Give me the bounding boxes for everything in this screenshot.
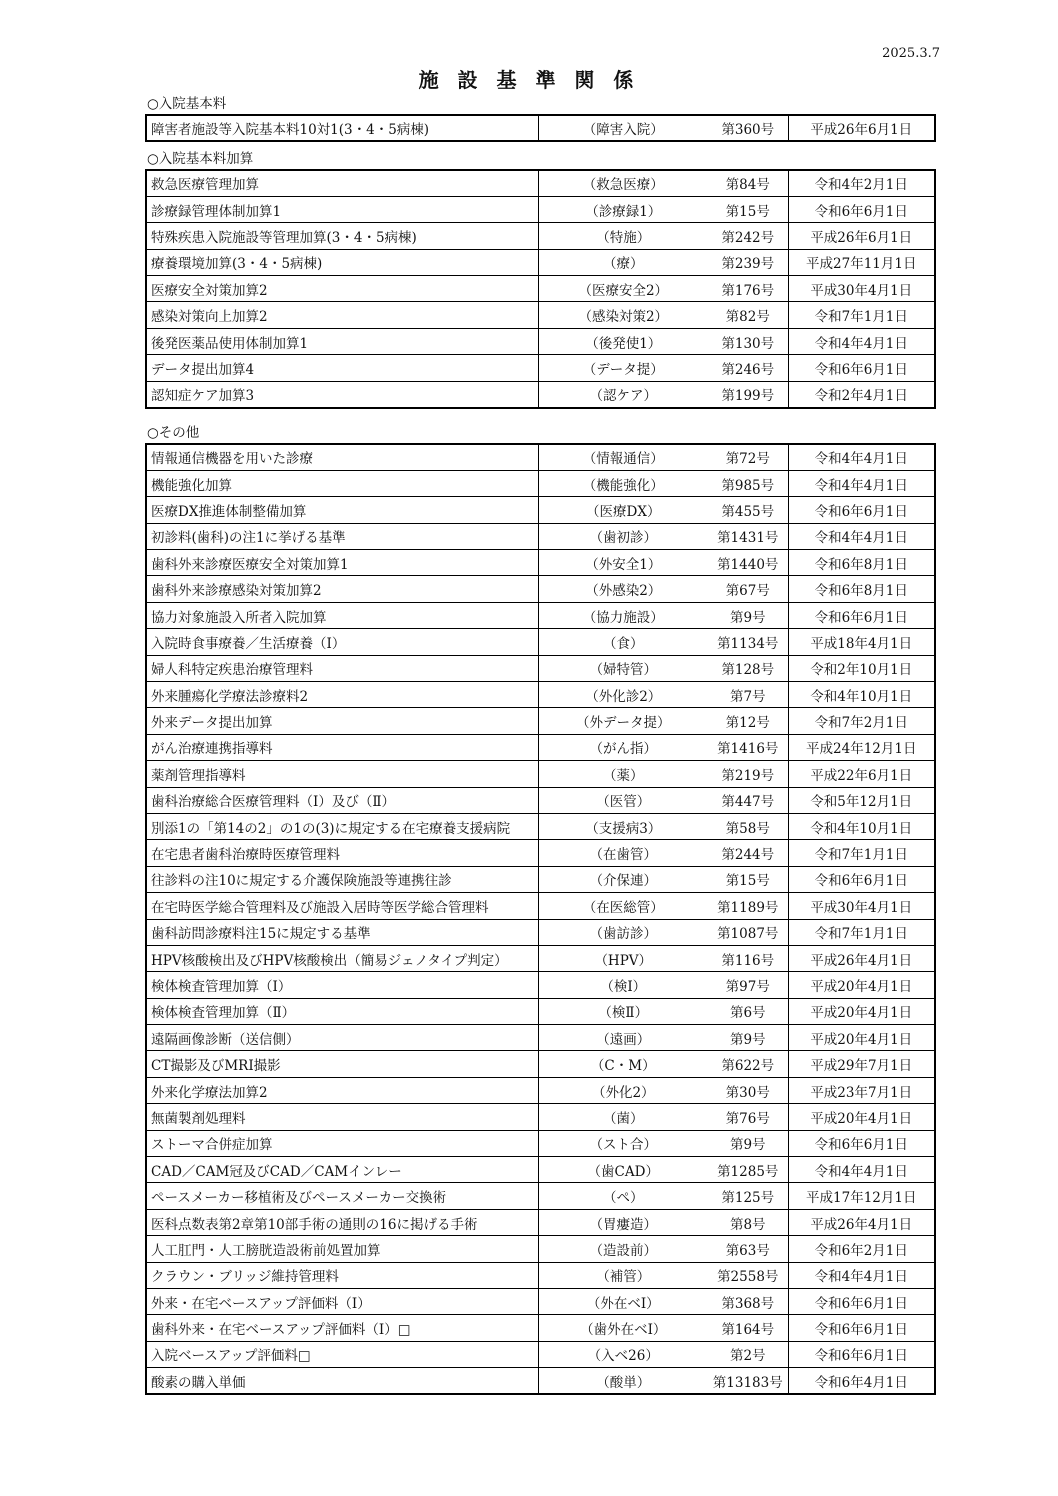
effective-date-cell: 平成27年11月1日 — [788, 249, 935, 275]
registration-number-cell: 第219号 — [708, 761, 788, 787]
document-date: 2025.3.7 — [882, 46, 940, 61]
abbreviation-cell: （遠画） — [538, 1025, 708, 1051]
effective-date-cell: 平成18年4月1日 — [788, 629, 935, 655]
effective-date-cell: 令和6年6月1日 — [788, 866, 935, 892]
registration-number-cell: 第164号 — [708, 1315, 788, 1341]
table-row — [146, 196, 935, 222]
registration-number-cell: 第15号 — [708, 196, 788, 222]
registration-number-cell: 第2号 — [708, 1341, 788, 1367]
table-row — [146, 629, 935, 655]
registration-number-cell: 第12号 — [708, 708, 788, 734]
standard-name-cell: 酸素の購入単価 — [146, 1368, 538, 1394]
standard-name-cell: 医療DX推進体制整備加算 — [146, 497, 538, 523]
effective-date-cell: 令和4年4月1日 — [788, 1262, 935, 1288]
registration-number-cell: 第360号 — [708, 115, 788, 141]
table-row — [146, 1157, 935, 1183]
section-0 — [145, 94, 934, 142]
effective-date-cell: 令和7年1月1日 — [788, 302, 935, 328]
registration-number-cell: 第368号 — [708, 1289, 788, 1315]
abbreviation-cell: （HPV） — [538, 945, 708, 971]
abbreviation-cell: （造設前） — [538, 1236, 708, 1262]
standard-name-cell: ペースメーカー移植術及びペースメーカー交換術 — [146, 1183, 538, 1209]
abbreviation-cell: （介保連） — [538, 866, 708, 892]
standard-name-cell: 情報通信機器を用いた診療 — [146, 444, 538, 470]
registration-number-cell: 第1416号 — [708, 734, 788, 760]
standard-name-cell: クラウン・ブリッジ維持管理料 — [146, 1262, 538, 1288]
standard-name-cell: 遠隔画像診断（送信側） — [146, 1025, 538, 1051]
effective-date-cell: 平成17年12月1日 — [788, 1183, 935, 1209]
abbreviation-cell: （医療DX） — [538, 497, 708, 523]
table-row — [146, 1130, 935, 1156]
standard-name-cell: 障害者施設等入院基本料10対1(3・4・5病棟) — [146, 115, 538, 141]
effective-date-cell: 令和6年6月1日 — [788, 1289, 935, 1315]
table-row — [146, 1289, 935, 1315]
effective-date-cell: 平成26年4月1日 — [788, 1209, 935, 1235]
table-row — [146, 1315, 935, 1341]
effective-date-cell: 平成23年7月1日 — [788, 1077, 935, 1103]
registration-number-cell: 第1087号 — [708, 919, 788, 945]
effective-date-cell: 令和6年8月1日 — [788, 576, 935, 602]
table-row — [146, 1183, 935, 1209]
abbreviation-cell: （情報通信） — [538, 444, 708, 470]
standard-name-cell: 外来化学療法加算2 — [146, 1077, 538, 1103]
registration-number-cell: 第246号 — [708, 355, 788, 381]
registration-number-cell: 第455号 — [708, 497, 788, 523]
effective-date-cell: 令和6年4月1日 — [788, 1368, 935, 1394]
registration-number-cell: 第84号 — [708, 170, 788, 196]
registration-number-cell: 第82号 — [708, 302, 788, 328]
standard-name-cell: 機能強化加算 — [146, 470, 538, 496]
standard-name-cell: 外来・在宅ベースアップ評価料（Ⅰ） — [146, 1289, 538, 1315]
table-row — [146, 1368, 935, 1394]
effective-date-cell: 平成30年4月1日 — [788, 893, 935, 919]
effective-date-cell: 平成29年7月1日 — [788, 1051, 935, 1077]
standard-name-cell: 婦人科特定疾患治療管理料 — [146, 655, 538, 681]
registration-number-cell: 第1285号 — [708, 1157, 788, 1183]
effective-date-cell: 令和4年4月1日 — [788, 444, 935, 470]
registration-number-cell: 第58号 — [708, 813, 788, 839]
registration-number-cell: 第447号 — [708, 787, 788, 813]
effective-date-cell: 平成22年6月1日 — [788, 761, 935, 787]
standard-name-cell: CT撮影及びMRI撮影 — [146, 1051, 538, 1077]
registration-number-cell: 第67号 — [708, 576, 788, 602]
abbreviation-cell: （薬） — [538, 761, 708, 787]
abbreviation-cell: （検Ⅱ） — [538, 998, 708, 1024]
standard-name-cell: 初診料(歯科)の注1に挙げる基準 — [146, 523, 538, 549]
standard-name-cell: 人工肛門・人工膀胱造設術前処置加算 — [146, 1236, 538, 1262]
standard-name-cell: がん治療連携指導料 — [146, 734, 538, 760]
abbreviation-cell: （がん指） — [538, 734, 708, 760]
table-row — [146, 576, 935, 602]
table-row — [146, 1236, 935, 1262]
effective-date-cell: 平成26年4月1日 — [788, 945, 935, 971]
effective-date-cell: 令和4年4月1日 — [788, 1157, 935, 1183]
standard-name-cell: 特殊疾患入院施設等管理加算(3・4・5病棟) — [146, 223, 538, 249]
registration-number-cell: 第63号 — [708, 1236, 788, 1262]
effective-date-cell: 令和4年2月1日 — [788, 170, 935, 196]
table-row — [146, 223, 935, 249]
table-row — [146, 682, 935, 708]
abbreviation-cell: （外安全1） — [538, 550, 708, 576]
standard-name-cell: 救急医療管理加算 — [146, 170, 538, 196]
effective-date-cell: 令和6年2月1日 — [788, 1236, 935, 1262]
standard-name-cell: 医科点数表第2章第10部手術の通則の16に掲げる手術 — [146, 1209, 538, 1235]
abbreviation-cell: （医療安全2） — [538, 276, 708, 302]
abbreviation-cell: （歯初診） — [538, 523, 708, 549]
abbreviation-cell: （感染対策2） — [538, 302, 708, 328]
abbreviation-cell: （機能強化） — [538, 470, 708, 496]
effective-date-cell: 平成20年4月1日 — [788, 998, 935, 1024]
section-1 — [145, 149, 934, 409]
registration-number-cell: 第244号 — [708, 840, 788, 866]
table-row — [146, 381, 935, 407]
abbreviation-cell: （入ベ26） — [538, 1341, 708, 1367]
table-row — [146, 787, 935, 813]
registration-number-cell: 第6号 — [708, 998, 788, 1024]
registration-number-cell: 第1134号 — [708, 629, 788, 655]
section-label: ○その他 — [147, 425, 200, 441]
section-2 — [145, 423, 934, 1395]
table-row — [146, 761, 935, 787]
abbreviation-cell: （外データ提） — [538, 708, 708, 734]
registration-number-cell: 第9号 — [708, 1130, 788, 1156]
standard-name-cell: 療養環境加算(3・4・5病棟) — [146, 249, 538, 275]
standard-name-cell: 歯科訪問診療料注15に規定する基準 — [146, 919, 538, 945]
registration-number-cell: 第622号 — [708, 1051, 788, 1077]
standard-name-cell: 歯科外来・在宅ベースアップ評価料（Ⅰ）□ — [146, 1315, 538, 1341]
registration-number-cell: 第130号 — [708, 328, 788, 354]
standard-name-cell: 後発医薬品使用体制加算1 — [146, 328, 538, 354]
abbreviation-cell: （ペ） — [538, 1183, 708, 1209]
registration-number-cell: 第9号 — [708, 1025, 788, 1051]
table-row — [146, 1051, 935, 1077]
standard-name-cell: 無菌製剤処理料 — [146, 1104, 538, 1130]
table-row — [146, 919, 935, 945]
standard-name-cell: HPV核酸検出及びHPV核酸検出（簡易ジェノタイプ判定） — [146, 945, 538, 971]
standard-name-cell: 外来腫瘍化学療法診療料2 — [146, 682, 538, 708]
effective-date-cell: 平成20年4月1日 — [788, 972, 935, 998]
section-label: ○入院基本料加算 — [147, 151, 254, 167]
effective-date-cell: 令和7年1月1日 — [788, 919, 935, 945]
effective-date-cell: 令和4年4月1日 — [788, 523, 935, 549]
standard-name-cell: 薬剤管理指導料 — [146, 761, 538, 787]
facility-standards-table — [145, 169, 936, 409]
abbreviation-cell: （外感染2） — [538, 576, 708, 602]
effective-date-cell: 平成26年6月1日 — [788, 115, 935, 141]
standard-name-cell: 入院ベースアップ評価料□ — [146, 1341, 538, 1367]
standard-name-cell: 協力対象施設入所者入院加算 — [146, 602, 538, 628]
registration-number-cell: 第13183号 — [708, 1368, 788, 1394]
registration-number-cell: 第176号 — [708, 276, 788, 302]
effective-date-cell: 平成20年4月1日 — [788, 1104, 935, 1130]
effective-date-cell: 令和4年4月1日 — [788, 328, 935, 354]
abbreviation-cell: （後発使1） — [538, 328, 708, 354]
registration-number-cell: 第8号 — [708, 1209, 788, 1235]
table-row — [146, 276, 935, 302]
table-row — [146, 328, 935, 354]
registration-number-cell: 第72号 — [708, 444, 788, 470]
abbreviation-cell: （診療録1） — [538, 196, 708, 222]
table-row — [146, 249, 935, 275]
registration-number-cell: 第239号 — [708, 249, 788, 275]
standard-name-cell: 入院時食事療養／生活療養（Ⅰ） — [146, 629, 538, 655]
effective-date-cell: 令和4年10月1日 — [788, 813, 935, 839]
abbreviation-cell: （歯外在ベⅠ） — [538, 1315, 708, 1341]
table-row — [146, 115, 935, 141]
table-row — [146, 813, 935, 839]
facility-standards-table — [145, 443, 936, 1395]
abbreviation-cell: （歯訪診） — [538, 919, 708, 945]
abbreviation-cell: （補管） — [538, 1262, 708, 1288]
abbreviation-cell: （酸単） — [538, 1368, 708, 1394]
abbreviation-cell: （胃瘻造） — [538, 1209, 708, 1235]
standard-name-cell: 在宅患者歯科治療時医療管理料 — [146, 840, 538, 866]
table-row — [146, 972, 935, 998]
table-row — [146, 734, 935, 760]
effective-date-cell: 令和6年6月1日 — [788, 602, 935, 628]
registration-number-cell: 第985号 — [708, 470, 788, 496]
effective-date-cell: 令和6年6月1日 — [788, 355, 935, 381]
abbreviation-cell: （在医総管） — [538, 893, 708, 919]
effective-date-cell: 令和5年12月1日 — [788, 787, 935, 813]
table-row — [146, 602, 935, 628]
abbreviation-cell: （菌） — [538, 1104, 708, 1130]
effective-date-cell: 平成26年6月1日 — [788, 223, 935, 249]
page-title: 施 設 基 準 関 係 — [418, 68, 640, 92]
effective-date-cell: 令和2年4月1日 — [788, 381, 935, 407]
registration-number-cell: 第15号 — [708, 866, 788, 892]
registration-number-cell: 第128号 — [708, 655, 788, 681]
abbreviation-cell: （外化2） — [538, 1077, 708, 1103]
effective-date-cell: 令和2年10月1日 — [788, 655, 935, 681]
standard-name-cell: 在宅時医学総合管理料及び施設入居時等医学総合管理料 — [146, 893, 538, 919]
effective-date-cell: 令和4年10月1日 — [788, 682, 935, 708]
registration-number-cell: 第76号 — [708, 1104, 788, 1130]
abbreviation-cell: （医管） — [538, 787, 708, 813]
abbreviation-cell: （C・M） — [538, 1051, 708, 1077]
table-row — [146, 655, 935, 681]
abbreviation-cell: （歯CAD） — [538, 1157, 708, 1183]
table-row — [146, 1104, 935, 1130]
standard-name-cell: 別添1の「第14の2」の1の(3)に規定する在宅療養支援病院 — [146, 813, 538, 839]
abbreviation-cell: （スト合） — [538, 1130, 708, 1156]
registration-number-cell: 第2558号 — [708, 1262, 788, 1288]
effective-date-cell: 令和6年6月1日 — [788, 1130, 935, 1156]
registration-number-cell: 第125号 — [708, 1183, 788, 1209]
table-row — [146, 893, 935, 919]
abbreviation-cell: （認ケア） — [538, 381, 708, 407]
registration-number-cell: 第1431号 — [708, 523, 788, 549]
table-row — [146, 1262, 935, 1288]
table-row — [146, 1025, 935, 1051]
standard-name-cell: CAD／CAM冠及びCAD／CAMインレー — [146, 1157, 538, 1183]
registration-number-cell: 第9号 — [708, 602, 788, 628]
table-row — [146, 1341, 935, 1367]
effective-date-cell: 令和6年6月1日 — [788, 497, 935, 523]
registration-number-cell: 第242号 — [708, 223, 788, 249]
abbreviation-cell: （特施） — [538, 223, 708, 249]
standard-name-cell: 往診料の注10に規定する介護保険施設等連携往診 — [146, 866, 538, 892]
standard-name-cell: 検体検査管理加算（Ⅰ） — [146, 972, 538, 998]
effective-date-cell: 令和6年6月1日 — [788, 1341, 935, 1367]
abbreviation-cell: （データ提） — [538, 355, 708, 381]
standard-name-cell: 医療安全対策加算2 — [146, 276, 538, 302]
registration-number-cell: 第30号 — [708, 1077, 788, 1103]
effective-date-cell: 令和7年1月1日 — [788, 840, 935, 866]
abbreviation-cell: （救急医療） — [538, 170, 708, 196]
table-row — [146, 708, 935, 734]
abbreviation-cell: （在歯管） — [538, 840, 708, 866]
abbreviation-cell: （療） — [538, 249, 708, 275]
table-row — [146, 523, 935, 549]
table-row — [146, 866, 935, 892]
table-row — [146, 302, 935, 328]
standard-name-cell: データ提出加算4 — [146, 355, 538, 381]
abbreviation-cell: （支援病3） — [538, 813, 708, 839]
effective-date-cell: 平成30年4月1日 — [788, 276, 935, 302]
abbreviation-cell: （協力施設） — [538, 602, 708, 628]
registration-number-cell: 第7号 — [708, 682, 788, 708]
standard-name-cell: 検体検査管理加算（Ⅱ） — [146, 998, 538, 1024]
table-row — [146, 1209, 935, 1235]
table-row — [146, 355, 935, 381]
abbreviation-cell: （食） — [538, 629, 708, 655]
effective-date-cell: 平成24年12月1日 — [788, 734, 935, 760]
table-row — [146, 444, 935, 470]
effective-date-cell: 令和6年8月1日 — [788, 550, 935, 576]
table-row — [146, 945, 935, 971]
effective-date-cell: 令和4年4月1日 — [788, 470, 935, 496]
standard-name-cell: 感染対策向上加算2 — [146, 302, 538, 328]
table-row — [146, 840, 935, 866]
table-row — [146, 470, 935, 496]
effective-date-cell: 令和7年2月1日 — [788, 708, 935, 734]
standard-name-cell: 認知症ケア加算3 — [146, 381, 538, 407]
standard-name-cell: 歯科治療総合医療管理料（Ⅰ）及び（Ⅱ） — [146, 787, 538, 813]
abbreviation-cell: （障害入院） — [538, 115, 708, 141]
abbreviation-cell: （検Ⅰ） — [538, 972, 708, 998]
registration-number-cell: 第1440号 — [708, 550, 788, 576]
abbreviation-cell: （外化診2） — [538, 682, 708, 708]
effective-date-cell: 平成20年4月1日 — [788, 1025, 935, 1051]
abbreviation-cell: （外在ベⅠ） — [538, 1289, 708, 1315]
table-row — [146, 998, 935, 1024]
effective-date-cell: 令和6年6月1日 — [788, 196, 935, 222]
standard-name-cell: ストーマ合併症加算 — [146, 1130, 538, 1156]
registration-number-cell: 第1189号 — [708, 893, 788, 919]
effective-date-cell: 令和6年6月1日 — [788, 1315, 935, 1341]
table-row — [146, 170, 935, 196]
facility-standards-table — [145, 114, 936, 142]
abbreviation-cell: （婦特管） — [538, 655, 708, 681]
table-row — [146, 1077, 935, 1103]
registration-number-cell: 第97号 — [708, 972, 788, 998]
standard-name-cell: 外来データ提出加算 — [146, 708, 538, 734]
registration-number-cell: 第116号 — [708, 945, 788, 971]
table-row — [146, 550, 935, 576]
section-label: ○入院基本料 — [147, 96, 227, 112]
registration-number-cell: 第199号 — [708, 381, 788, 407]
table-row — [146, 497, 935, 523]
standard-name-cell: 歯科外来診療感染対策加算2 — [146, 576, 538, 602]
standard-name-cell: 歯科外来診療医療安全対策加算1 — [146, 550, 538, 576]
standard-name-cell: 診療録管理体制加算1 — [146, 196, 538, 222]
